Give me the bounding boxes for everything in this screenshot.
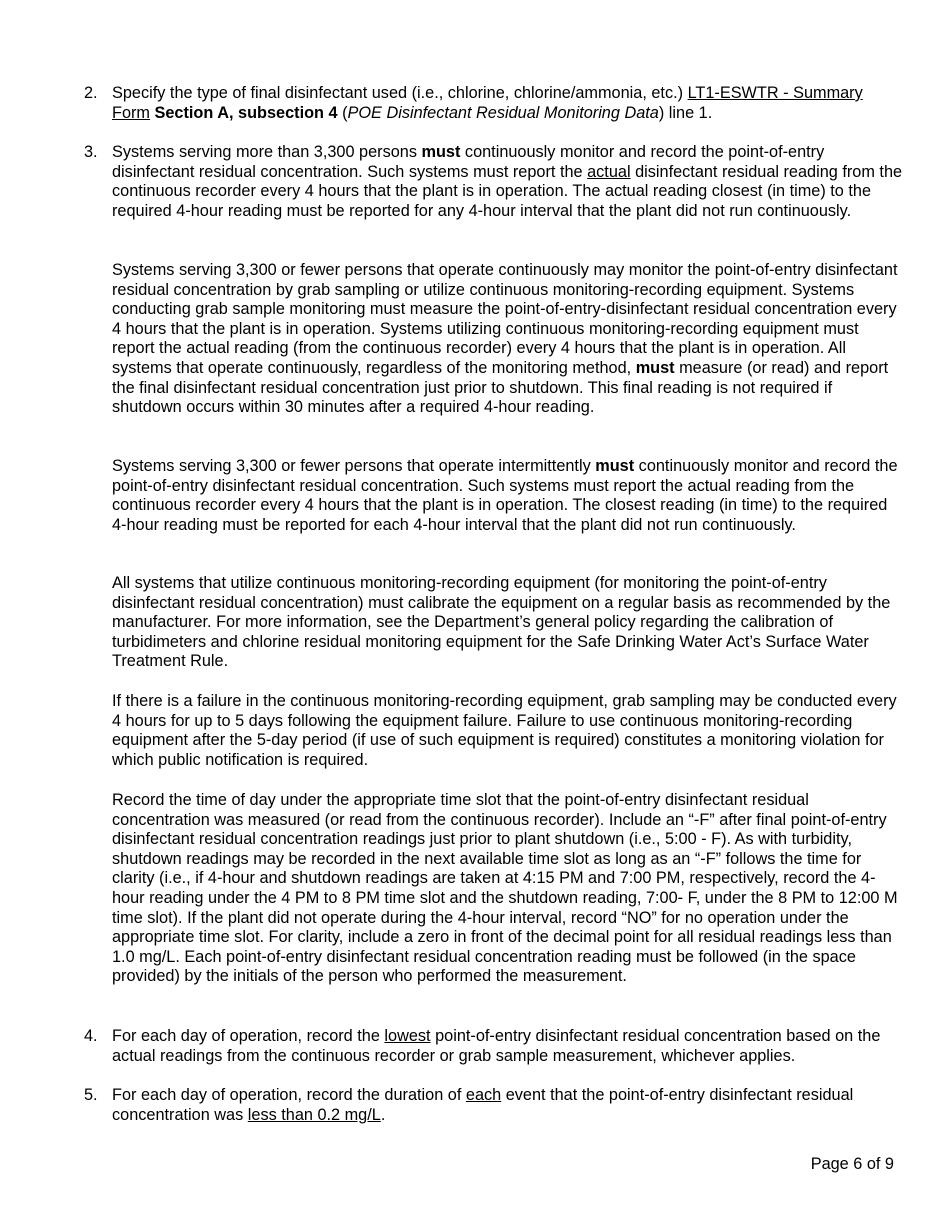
emphasis-must: must bbox=[635, 358, 675, 377]
emphasis-lowest: lowest bbox=[384, 1027, 431, 1045]
list-number: 5. bbox=[84, 1086, 98, 1104]
list-item-text: For each day of operation, record the lowest point-of-entry disinfectant residual concentration based on the actual readings from the continuous recorder or grab sample measurement, whichever applies. bbox=[112, 1027, 881, 1065]
emphasis-actual: actual bbox=[587, 162, 631, 181]
paragraph-intermittent-operation: Systems serving 3,300 or fewer persons that operate intermittently must continuously monitor and record the point-of-entry disinfectant residual concentration. Such systems must report the actual reading from the continuous recorder every 4 hours that the plant is in operation. The closest reading (in time) to the required 4-hour reading must be reported for each 4-hour interval that the plant did not run continuously. bbox=[112, 457, 898, 534]
list-item-text: Systems serving more than 3,300 persons must continuously monitor and record the point-of-entry disinfectant residual concentration. Such systems must report the actual disinfectant residual reading from the continuous recorder every 4 hours that the plant is in operation. The actual reading closest (in time) to the required 4-hour reading must be reported for any 4-hour interval that the plant did not run continuously. bbox=[112, 143, 903, 220]
list-item-5 bbox=[84, 1086, 904, 1125]
paragraph-continuous-operation: Systems serving 3,300 or fewer persons that operate continuously may monitor the point-of-entry disinfectant residual concentration by grab sampling or utilize continuous monitoring-recording equipment. Systems conducting grab sample monitoring must measure the point-of-entry-disinfectant residual concentration every 4 hours that the plant is in operation. Systems utilizing continuous monitoring-recording equipment must report the actual reading (from the continuous recorder) every 4 hours that the plant is in operation. All systems that operate continuously, regardless of the monitoring method, must measure (or read) and report the final disinfectant residual concentration just prior to shutdown. This final reading is not required if shutdown occurs within 30 minutes after a required 4-hour reading. bbox=[112, 261, 898, 417]
emphasis-threshold: less than 0.2 mg/L bbox=[247, 1105, 381, 1124]
list-item-2 bbox=[84, 84, 904, 123]
emphasis-must: must bbox=[595, 457, 635, 475]
list-item-text: Specify the type of final disinfectant used (i.e., chlorine, chlorine/ammonia, etc.) LT1-ESWTR - Summary Form Section A, subsection 4 (POE Disinfectant Residual Monitoring Data) line 1. bbox=[112, 84, 863, 122]
subsection-title: POE Disinfectant Residual Monitoring Data bbox=[347, 103, 659, 122]
paragraph-equipment-failure: If there is a failure in the continuous monitoring-recording equipment, grab sampling may be conducted every 4 hours for up to 5 days following the equipment failure. Failure to use continuous monitoring-recording equipment after the 5-day period (if use of such equipment is required) constitutes a monitoring violation for which public notification is required. bbox=[112, 692, 897, 769]
list-number: 4. bbox=[84, 1027, 98, 1045]
list-number: 2. bbox=[84, 84, 98, 102]
section-reference: Section A, subsection 4 bbox=[154, 103, 338, 122]
list-number: 3. bbox=[84, 143, 98, 161]
list-item-text: For each day of operation, record the duration of each event that the point-of-entry disinfectant residual concentration was less than 0.2 mg/L. bbox=[112, 1086, 854, 1124]
list-item-4 bbox=[84, 1027, 904, 1066]
emphasis-each: each bbox=[465, 1086, 502, 1104]
emphasis-must: must bbox=[421, 143, 461, 161]
paragraph-calibration: All systems that utilize continuous monitoring-recording equipment (for monitoring the point-of-entry disinfectant residual concentration) must calibrate the equipment on a regular basis as recommended by the manufacturer. For more information, see the Department’s general policy regarding the calibration of turbidimeters and chlorine residual monitoring equipment for the Safe Drinking Water Act’s Surface Water Treatment Rule. bbox=[112, 574, 891, 671]
form-link[interactable]: LT1-ESWTR - Summary Form bbox=[112, 84, 863, 122]
page-number: Page 6 of 9 bbox=[810, 1155, 894, 1173]
list-item-3 bbox=[84, 143, 904, 221]
paragraph-record-time: Record the time of day under the appropriate time slot that the point-of-entry disinfectant residual concentration was measured (or read from the continuous recorder). Include an “-F” after final point-of-entry disinfectant residual concentration readings just prior to plant shutdown (i.e., 5:00 - F). As with turbidity, shutdown readings may be recorded in the next available time slot as long as an “-F” follows the time for clarity (i.e., if 4-hour and shutdown readings are taken at 4:15 PM and 7:00 PM, respectively, record the 4-hour reading under the 4 PM to 8 PM time slot and the shutdown reading, 7:00- F, under the 8 PM to 12:00 M time slot). If the plant did not operate during the 4-hour interval, record “NO” for no operation under the appropriate time slot. For clarity, include a zero in front of the decimal point for all residual readings less than 1.0 mg/L. Each point-of-entry disinfectant residual concentration reading must be followed (in the space provided) by the initials of the person who performed the measurement. bbox=[112, 791, 898, 986]
